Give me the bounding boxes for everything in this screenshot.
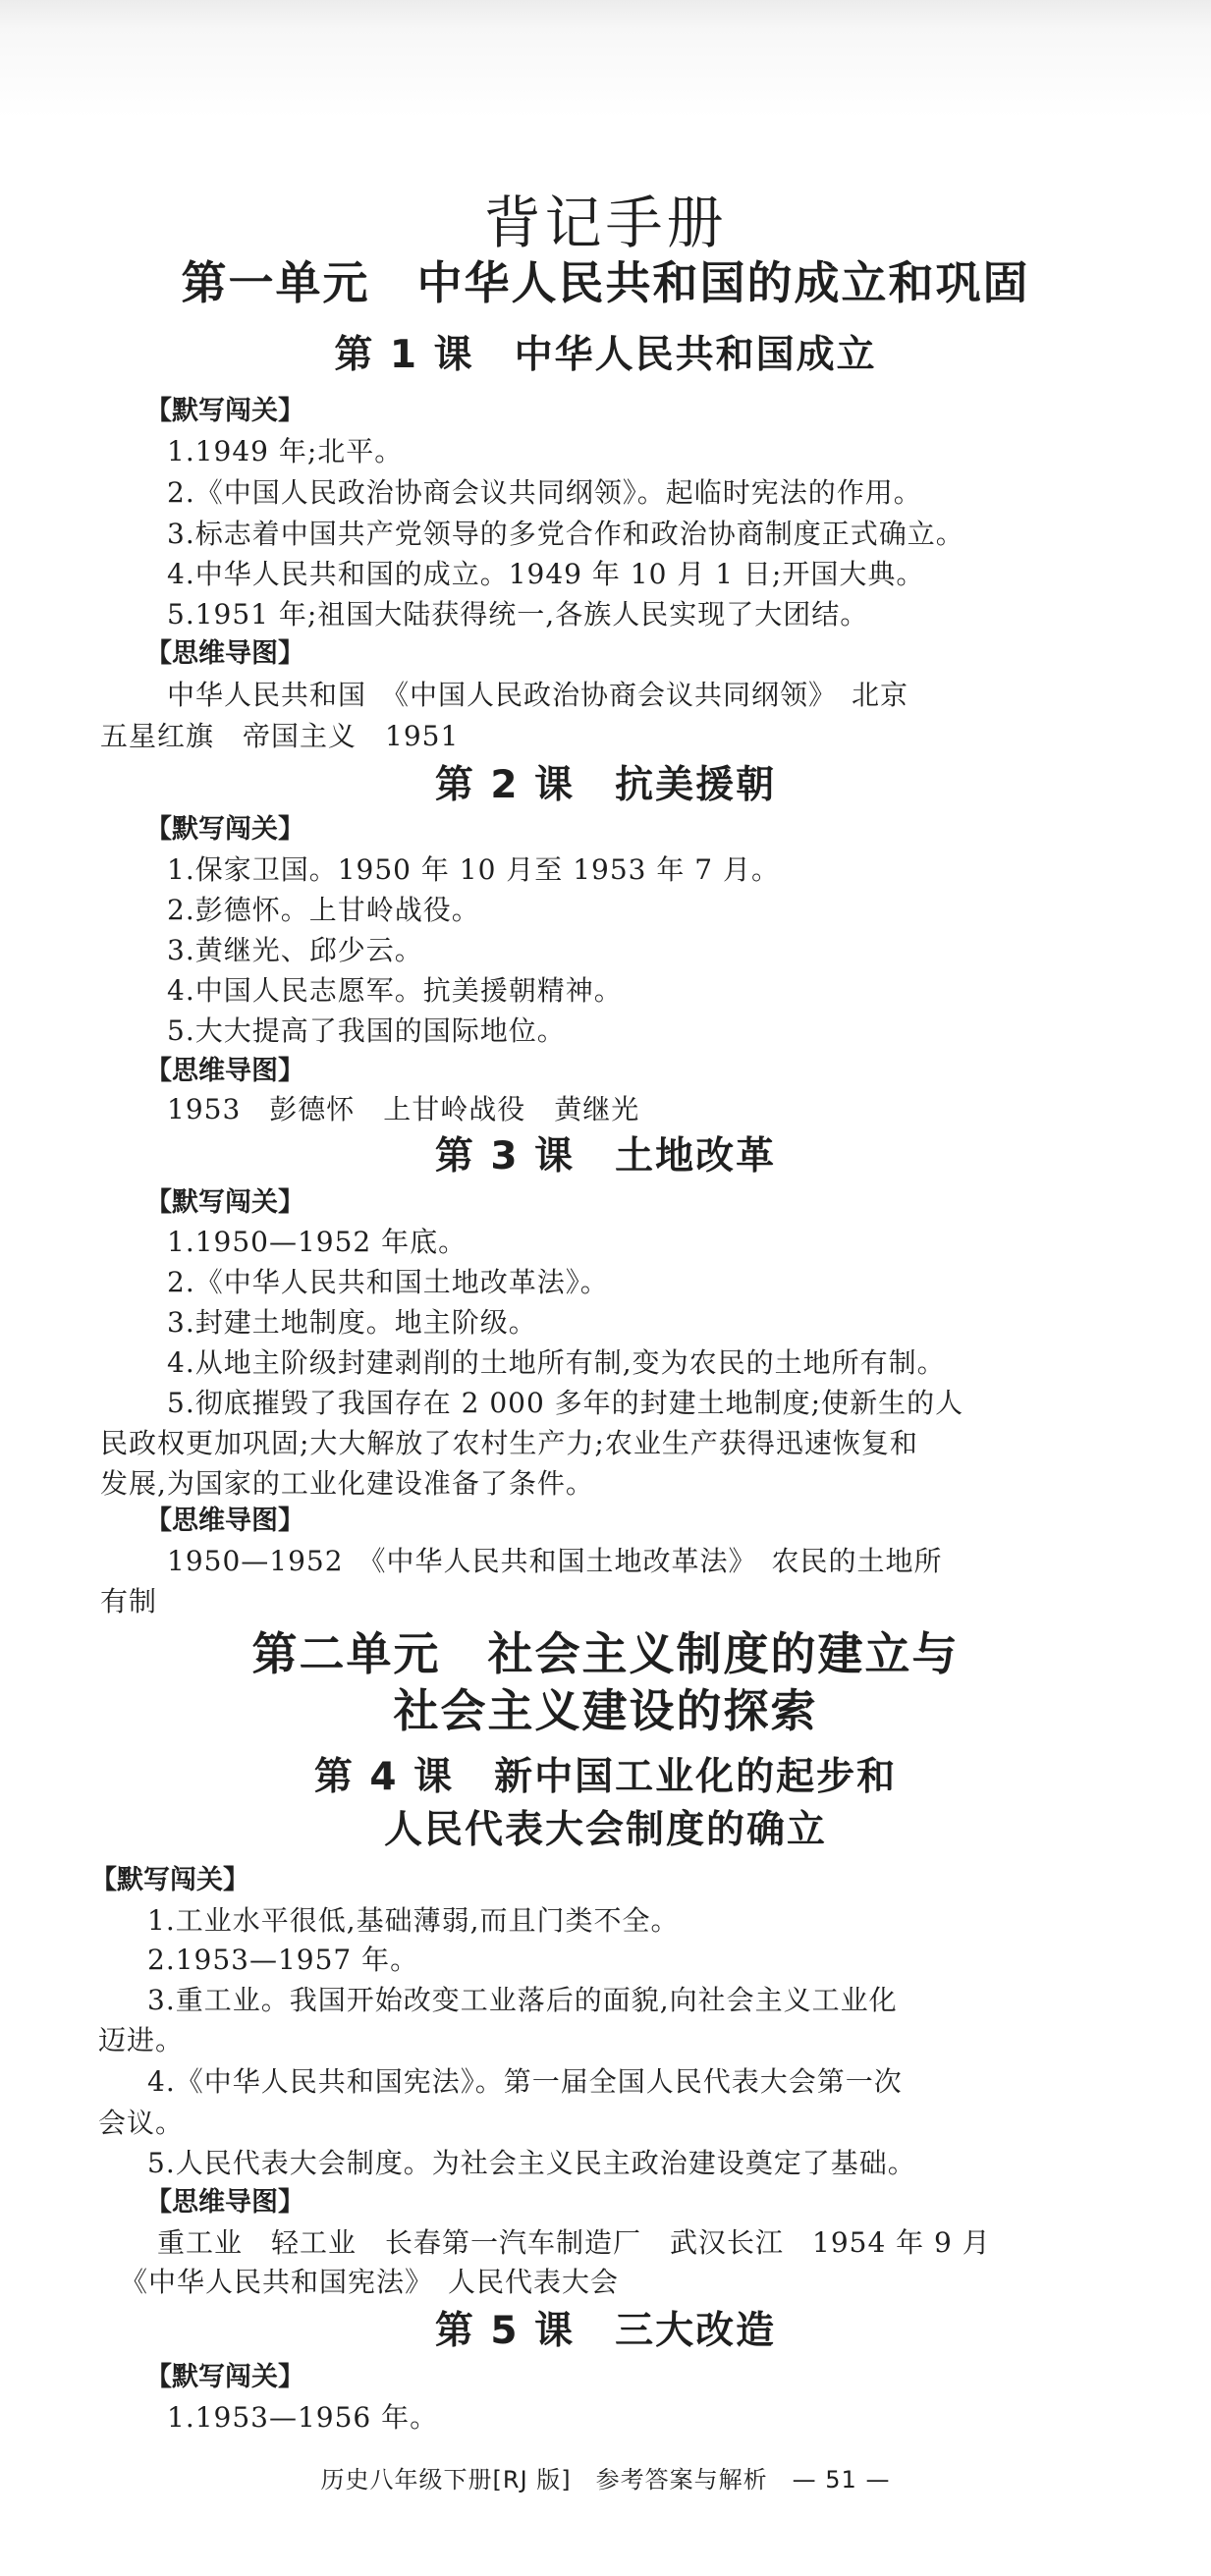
- answer-line: 1.工业水平很低,基础薄弱,而且门类不全。: [147, 1904, 680, 1937]
- memorize-section-label: 【默写闯关】: [90, 1865, 249, 1895]
- memorize-section-label: 【默写闯关】: [145, 396, 304, 426]
- page-footer: 历史八年级下册[RJ 版] 参考答案与解析 — 51 —: [320, 2466, 891, 2494]
- answer-line: 1.1950—1952 年底。: [167, 1226, 468, 1258]
- mindmap-section-label: 【思维导图】: [145, 1056, 304, 1086]
- mindmap-line: 中华人民共和国 《中国人民政治协商会议共同纲领》 北京: [167, 679, 909, 711]
- answer-line: 4.从地主阶级封建剥削的土地所有制,变为农民的土地所有制。: [167, 1346, 946, 1379]
- lesson-3-heading: 第 3 课 土地改革: [434, 1134, 777, 1178]
- mindmap-section-label: 【思维导图】: [145, 638, 304, 669]
- answer-line: 5.大大提高了我国的国际地位。: [167, 1014, 566, 1047]
- mindmap-line: 五星红旗 帝国主义 1951: [100, 720, 460, 752]
- mindmap-line: 1953 彭德怀 上甘岭战役 黄继光: [167, 1093, 640, 1125]
- answer-line: 2.1953—1957 年。: [147, 1944, 419, 1976]
- memorize-section-label: 【默写闯关】: [145, 814, 304, 845]
- answer-line: 会议。: [98, 2107, 185, 2139]
- mindmap-line: 《中华人民共和国宪法》 人民代表大会: [120, 2266, 620, 2298]
- answer-line: 3.黄继光、邱少云。: [167, 934, 423, 966]
- unit-2-heading-line-2: 社会主义建设的探索: [393, 1684, 818, 1737]
- answer-line: 民政权更加巩固;大大解放了农村生产力;农业生产获得迅速恢复和: [100, 1427, 918, 1459]
- memorize-section-label: 【默写闯关】: [145, 1187, 304, 1218]
- answer-line: 4.中华人民共和国的成立。1949 年 10 月 1 日;开国大典。: [167, 558, 925, 590]
- handbook-title: 背记手册: [483, 190, 728, 256]
- answer-line: 2.彭德怀。上甘岭战役。: [167, 894, 480, 926]
- answer-line: 4.中国人民志愿军。抗美援朝精神。: [167, 974, 623, 1007]
- answer-line: 1.保家卫国。1950 年 10 月至 1953 年 7 月。: [167, 853, 780, 886]
- answer-line: 2.《中国人民政治协商会议共同纲领》。起临时宪法的作用。: [167, 476, 922, 509]
- answer-line: 5.人民代表大会制度。为社会主义民主政治建设奠定了基础。: [147, 2147, 916, 2179]
- answer-line: 3.封建土地制度。地主阶级。: [167, 1306, 537, 1339]
- memorize-section-label: 【默写闯关】: [145, 2362, 304, 2392]
- mindmap-section-label: 【思维导图】: [145, 1506, 304, 1536]
- answer-line: 3.重工业。我国开始改变工业落后的面貌,向社会主义工业化: [147, 1984, 898, 2016]
- answer-line: 5.1951 年;祖国大陆获得统一,各族人民实现了大团结。: [167, 598, 869, 630]
- answer-line: 迈进。: [98, 2024, 185, 2056]
- mindmap-line: 重工业 轻工业 长春第一汽车制造厂 武汉长江 1954 年 9 月: [157, 2226, 991, 2259]
- mindmap-line: 有制: [100, 1585, 158, 1617]
- answer-line: 3.标志着中国共产党领导的多党合作和政治协商制度正式确立。: [167, 518, 964, 550]
- answer-line: 1.1953—1956 年。: [167, 2401, 439, 2434]
- lesson-2-heading: 第 2 课 抗美援朝: [434, 763, 777, 807]
- mindmap-section-label: 【思维导图】: [145, 2187, 304, 2218]
- lesson-1-heading: 第 1 课 中华人民共和国成立: [334, 333, 877, 377]
- lesson-5-heading: 第 5 课 三大改造: [434, 2309, 777, 2353]
- answer-line: 4.《中华人民共和国宪法》。第一届全国人民代表大会第一次: [147, 2065, 903, 2098]
- answer-line: 5.彻底摧毁了我国存在 2 000 多年的封建土地制度;使新生的人: [167, 1387, 964, 1419]
- lesson-4-heading-line-1: 第 4 课 新中国工业化的起步和: [313, 1755, 898, 1799]
- lesson-4-heading-line-2: 人民代表大会制度的确立: [383, 1808, 827, 1852]
- mindmap-line: 1950—1952 《中华人民共和国土地改革法》 农民的土地所: [167, 1545, 943, 1577]
- unit-1-heading: 第一单元 中华人民共和国的成立和巩固: [181, 256, 1030, 309]
- answer-line: 发展,为国家的工业化建设准备了条件。: [100, 1467, 594, 1500]
- answer-line: 1.1949 年;北平。: [167, 435, 404, 467]
- unit-2-heading-line-1: 第二单元 社会主义制度的建立与: [251, 1627, 960, 1680]
- answer-line: 2.《中华人民共和国土地改革法》。: [167, 1266, 609, 1298]
